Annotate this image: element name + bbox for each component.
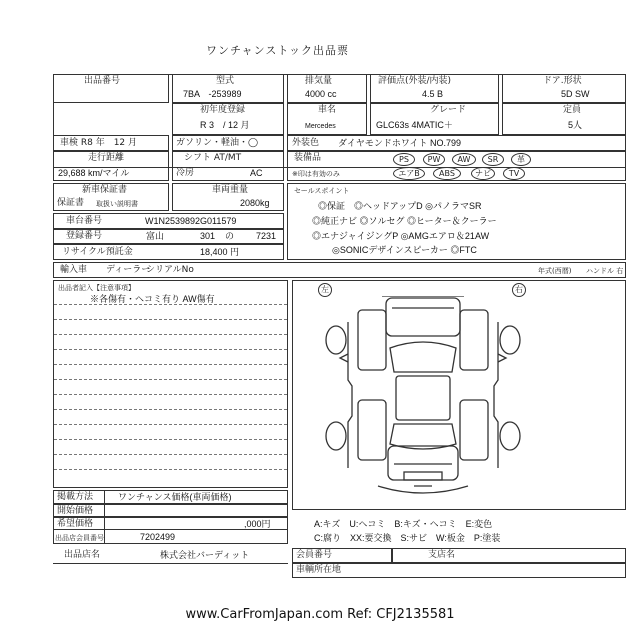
car-diagram-icon xyxy=(318,296,528,506)
equip-abs: ABS xyxy=(433,167,461,180)
reg-num: 7231 xyxy=(256,231,277,241)
new-car-label: 新車保証書 xyxy=(82,185,128,195)
sales-point-line: ◎保証 ◎ヘッドアップD ◎パノラマSR xyxy=(318,201,482,211)
mileage-value: 29,688 km/マイル xyxy=(58,168,130,178)
location-cell xyxy=(292,563,626,578)
grade-value: GLC63s 4MATIC＋ xyxy=(376,120,453,130)
reg-kana: の xyxy=(225,231,235,241)
member-value: 7202499 xyxy=(140,532,176,542)
member-label: 出品店会員番号 xyxy=(55,534,104,542)
sales-point-line: ◎純正ナビ ◎ソルセグ ◎ヒーター＆クーラー xyxy=(312,216,497,226)
sales-point-line: ◎SONICデザインスピーカー ◎FTC xyxy=(332,245,477,255)
desire-label: 掲載方法 xyxy=(57,492,94,502)
equipment-note: ※印は有効のみ xyxy=(292,170,340,178)
recycle-label: リサイクル預託金 xyxy=(62,247,133,257)
branch-label: 支店名 xyxy=(428,550,456,560)
first-reg-label: 初年度登録 xyxy=(200,105,246,115)
weight-value: 2080kg xyxy=(240,198,270,208)
warranty-label: 保証書 xyxy=(57,198,85,208)
equip-ps: PS xyxy=(393,153,415,166)
displacement-value: 4000 cc xyxy=(305,89,337,99)
dealer-label: ディーラー xyxy=(106,265,151,275)
year-label: 年式(西暦) xyxy=(538,267,572,275)
equip-tv: TV xyxy=(503,167,525,180)
handle-label: ハンドル 右 xyxy=(586,267,624,275)
capacity-value: 5人 xyxy=(568,120,583,130)
shop-underline xyxy=(53,563,288,564)
equip-airbag: エアB xyxy=(393,167,425,180)
member-no-label: 会員番号 xyxy=(296,550,333,560)
recycle-value: 18,400 円 xyxy=(200,247,240,257)
make-label: 車名 xyxy=(318,105,337,115)
shop-value: 株式会社バーディット xyxy=(160,550,250,560)
equip-navi: ナビ xyxy=(471,167,495,180)
sales-point-line: ◎エナジャイジングP ◎AMGエアロ＆21AW xyxy=(312,231,490,241)
equipment-label: 装備品 xyxy=(294,153,322,163)
reg-label: 登録番号 xyxy=(66,231,103,241)
capacity-label: 定員 xyxy=(563,105,582,115)
sheet-title: ワンチャンストック出品票 xyxy=(206,44,350,57)
ac-value: AC xyxy=(250,168,263,178)
reg-city: 富山 xyxy=(146,231,165,241)
model-value: 7BA -253989 xyxy=(183,89,242,99)
reserve-value: ,000円 xyxy=(244,519,271,529)
manual-label: 取扱い説明書 xyxy=(96,200,138,208)
footer-watermark: www.CarFromJapan.com Ref: CFJ2135581 xyxy=(185,607,455,622)
vin-value: W1N2539892G011579 xyxy=(145,216,237,226)
start-label: 開始価格 xyxy=(57,506,94,516)
color-label: 外装色 xyxy=(292,138,320,148)
serial-label: シリアルNo xyxy=(146,265,194,275)
fuel-label: ガソリン・軽油・◯ xyxy=(176,138,259,148)
shift-label: シフト AT/MT xyxy=(184,153,242,163)
model-label: 型式 xyxy=(216,76,235,86)
door-label: ドア.形状 xyxy=(543,76,582,86)
remarks-box xyxy=(53,280,288,488)
remarks-line: ※各傷有・ヘコミ有り AW傷有 xyxy=(90,294,215,304)
remarks-label: 出品者記入【注意事項】 xyxy=(58,284,135,292)
score-value: 4.5 B xyxy=(422,89,444,99)
location-label: 車輌所在地 xyxy=(296,565,342,575)
ac-label: 冷房 xyxy=(176,168,195,178)
weight-label: 車両重量 xyxy=(212,185,249,195)
equip-aw: AW xyxy=(452,153,476,166)
desire-value: ワンチャンス価格(車両価格) xyxy=(118,492,232,502)
import-label: 輸入車 xyxy=(60,265,88,275)
equip-sr: SR xyxy=(482,153,504,166)
inspection-label: 車検 R8 年 12 月 xyxy=(60,138,138,148)
diagram-right-label: 右 xyxy=(512,283,526,297)
equip-pw: PW xyxy=(423,153,445,166)
make-value: Mercedes xyxy=(305,123,336,130)
legend-line: A:キズ U:ヘコミ B:キズ・ヘコミ E:変色 xyxy=(314,519,493,529)
reserve-label: 希望価格 xyxy=(57,519,94,529)
shop-label: 出品店名 xyxy=(64,550,101,560)
legend-line: C:腐り XX:要交換 S:サビ W:板金 P:塗装 xyxy=(314,533,501,543)
sales-points-title: セールスポイント xyxy=(294,187,350,195)
score-label: 評価点(外装/内装) xyxy=(378,76,452,86)
displacement-label: 排気量 xyxy=(305,76,333,86)
diagram-left-label: 左 xyxy=(318,283,332,297)
door-value: 5D SW xyxy=(561,89,590,99)
equip-leather: 革 xyxy=(511,153,531,166)
first-reg-value: R 3 / 12 月 xyxy=(200,120,250,130)
color-value: ダイヤモンドホワイト NO.799 xyxy=(338,138,462,148)
mileage-label: 走行距離 xyxy=(88,153,125,163)
entry-no-label: 出品番号 xyxy=(84,76,121,86)
grade-label: グレード xyxy=(430,105,467,115)
reg-class: 301 xyxy=(200,231,216,241)
vin-label: 車台番号 xyxy=(66,216,103,226)
